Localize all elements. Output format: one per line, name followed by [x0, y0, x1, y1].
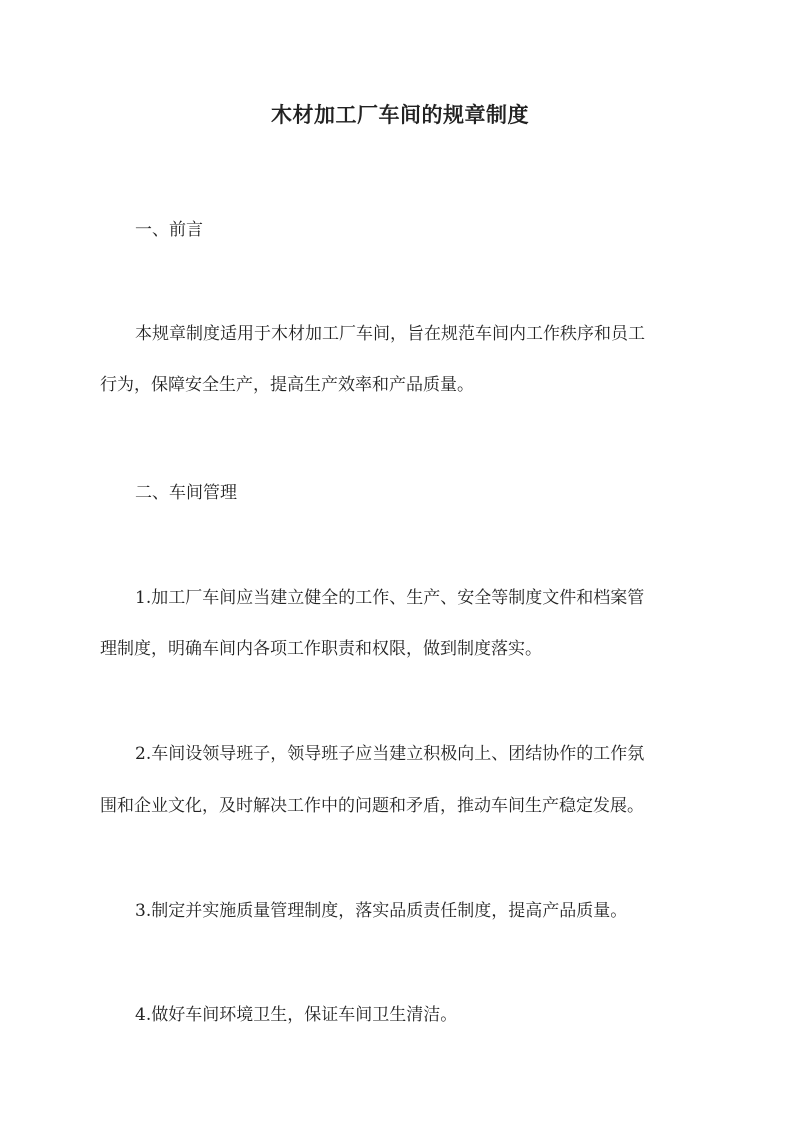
preface-paragraph-line-1: 本规章制度适用于木材加工厂车间，旨在规范车间内工作秩序和员工 — [135, 324, 645, 344]
rule-4-line-1: 4.做好车间环境卫生，保证车间卫生清洁。 — [135, 1005, 458, 1025]
rule-2-line-2: 围和企业文化，及时解决工作中的问题和矛盾，推动车间生产稳定发展。 — [100, 796, 644, 816]
section-heading-preface: 一、前言 — [135, 220, 203, 240]
rule-2-line-1: 2.车间设领导班子，领导班子应当建立积极向上、团结协作的工作氛 — [135, 744, 645, 764]
section-heading-workshop-management: 二、车间管理 — [135, 483, 237, 503]
document-title: 木材加工厂车间的规章制度 — [271, 102, 529, 127]
preface-paragraph-line-2: 行为，保障安全生产，提高生产效率和产品质量。 — [100, 375, 474, 395]
rule-1-line-1: 1.加工厂车间应当建立健全的工作、生产、安全等制度文件和档案管 — [135, 588, 645, 608]
rule-3-line-1: 3.制定并实施质量管理制度，落实品质责任制度，提高产品质量。 — [135, 901, 628, 921]
rule-1-line-2: 理制度，明确车间内各项工作职责和权限，做到制度落实。 — [100, 639, 542, 659]
